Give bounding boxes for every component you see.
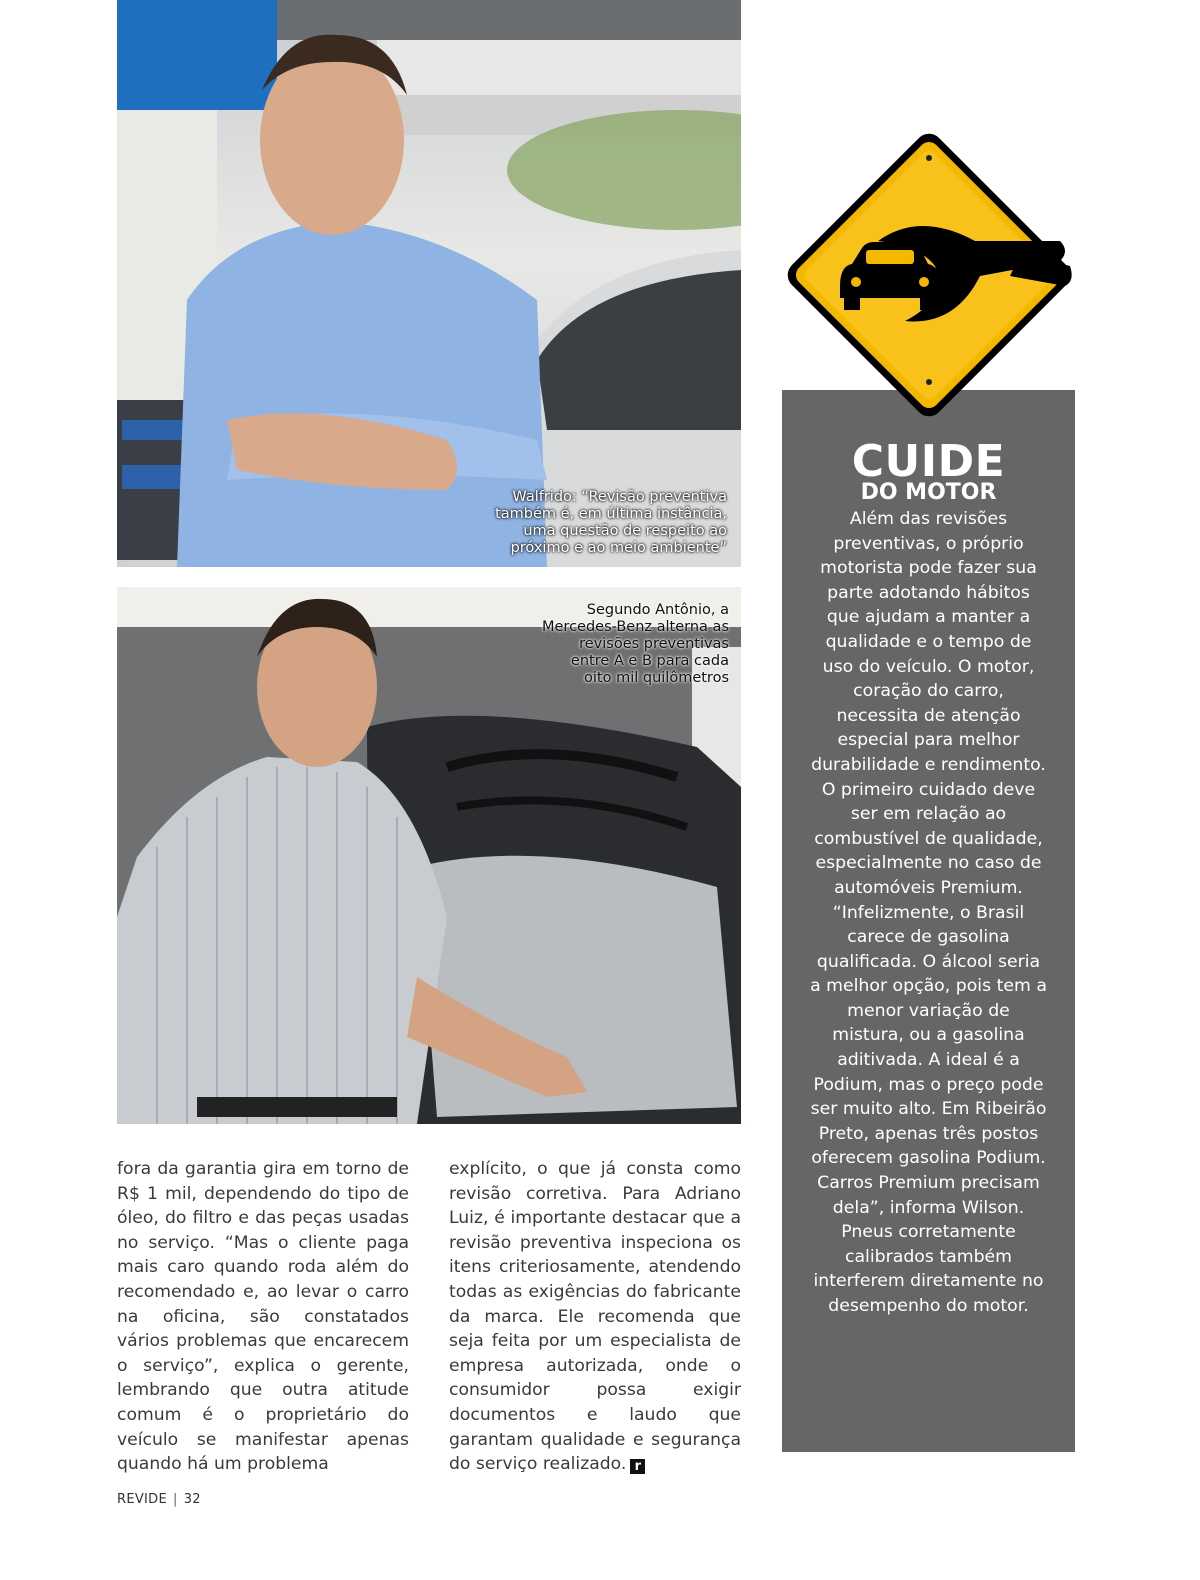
- sidebar-title: CUIDE: [851, 436, 1006, 487]
- article-column-2-text: explícito, o que já consta como revisão corretiva. Para Adriano Luiz, é importante destacar que a revisão preventiva inspeciona os itens criteriosamente, atendendo todas as exigências do fabricante da marca. Ele recomenda que seja feita por um especialista de empresa autorizada, onde o consumidor possa exigir documentos e laudo que garantam qualidade e segurança do serviço realizado.: [449, 1159, 741, 1475]
- photo-walfrido: [117, 0, 741, 567]
- article-column-1-text: fora da garantia gira em torno de R$ 1 mil, dependendo do tipo de óleo, do filtro e das peças usadas no serviço. “Mas o cliente paga mais caro quando roda além do recomendado e, ao levar o carro na oficina, são constatados vários problemas que encarecem o serviço”, explica o gerente, lembrando que outra atitude comum é o proprietário do veículo se manifestar apenas quando há um problema: [117, 1159, 409, 1475]
- page-number: 32: [183, 1492, 201, 1507]
- sidebar-body-text: Além das revisões preventivas, o próprio motorista pode fazer sua parte adotando hábitos que ajudam a manter a qualidade e o tempo de uso do veículo. O motor, coração do carro, necessita de atenção especial para melhor durabilidade e rendimento. O primeiro cuidado deve ser em relação ao combustível de qualidade, especialmente no caso de automóveis Premium. “Infelizmente, o Brasil carece de gasolina qualificada. O álcool seria a melhor opção, pois tem a menor variação de mistura, ou a gasolina aditivada. A ideal é a Podium, mas o preço pode ser muito alto. Em Ribeirão Preto, apenas três postos oferecem gasolina Podium. Carros Premium precisam dela”, informa Wilson. Pneus corretamente calibrados também interferem diretamente no desempenho do motor.: [810, 509, 1047, 1316]
- page-footer: [117, 1492, 201, 1507]
- photo-antonio: [117, 587, 741, 1124]
- article-column-2: [449, 1157, 741, 1477]
- sidebar-subtitle: DO MOTOR: [860, 480, 997, 505]
- photo-caption-bottom: Segundo Antônio, a Mercedes-Benz alterna as revisões preventivas entre A e B para cada oito mil quilômetros: [542, 602, 729, 686]
- footer-separator: |: [173, 1492, 178, 1507]
- article-column-1: [117, 1157, 409, 1477]
- end-of-article-mark: r: [630, 1459, 645, 1474]
- photo-caption-top: Walfrido: “Revisão preventiva também é, em última instância, uma questão de respeito ao próximo e ao meio ambiente”: [495, 489, 727, 556]
- car-wrench-warning-sign-icon: [770, 116, 1088, 434]
- photo-walfrido-illustration: [117, 0, 741, 567]
- magazine-name: REVIDE: [117, 1492, 167, 1507]
